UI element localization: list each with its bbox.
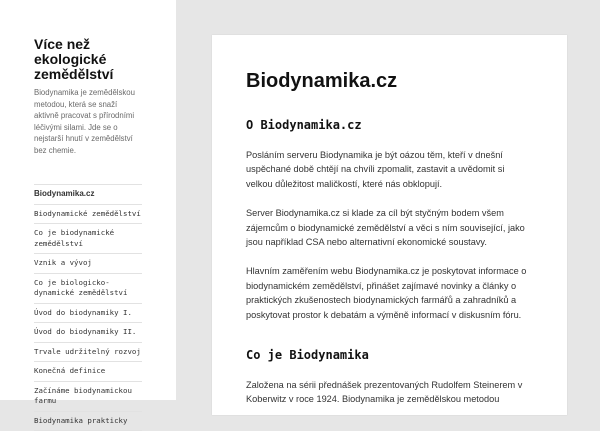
main-content [212, 35, 567, 415]
page-title: Biodynamika.cz [246, 69, 533, 93]
paragraph-focus: Hlavním zaměřením webu Biodynamika.cz je poskytovat informace o biodynamickém zemědělství, přinášet zajímavé novinky a články o praktických zkušenostech biodynamických farmářů a zahradníků a poskytovat prostor k debatám a výměně informací v diskusním fóru. [246, 264, 533, 322]
nav-item-uvod-2[interactable]: Úvod do biodynamiky II. [34, 323, 142, 343]
section-heading-co-je-biodynamika: Co je Biodynamika [246, 347, 533, 363]
nav-item-trvale-udrzitelny-rozvoj[interactable]: Trvale udržitelný rozvoj [34, 343, 142, 363]
nav-item-biodynamika-prakticky[interactable]: Biodynamika prakticky [34, 412, 142, 431]
paragraph-goal: Server Biodynamika.cz si klade za cíl být styčným bodem všem zájemcům o biodynamické zemědělství a věci s ním související, jako jsou například CSA nebo alternativní ekonomické soustavy. [246, 206, 533, 249]
section-heading-o-biodynamika: O Biodynamika.cz [246, 117, 533, 133]
nav-item-vznik-a-vyvoj[interactable]: Vznik a vývoj [34, 254, 142, 274]
site-description: Biodynamika je zemědělskou metodou, která se snaží aktivně pracovat s přírodními léčivými silami. Jde se o nejstarší hnutí v zemědělství bez chemie. [34, 87, 142, 156]
nav-item-biodynamicke-zemedelstvi[interactable]: Biodynamické zemědělství [34, 205, 142, 225]
paragraph-history: Založena na sérii přednášek prezentovaných Rudolfem Steinerem v Koberwitz v roce 1924. Biodynamika je zemědělskou metodou [246, 378, 533, 407]
nav-item-biologicko-dynamicke[interactable]: Co je biologicko-dynamické zemědělství [34, 274, 142, 304]
nav-item-co-je-biodynamicke-zemedelstvi[interactable]: Co je biodynamické zemědělství [34, 224, 142, 254]
nav-item-uvod-1[interactable]: Úvod do biodynamiky I. [34, 304, 142, 324]
sidebar-nav [34, 184, 142, 431]
nav-item-konecna-definice[interactable]: Konečná definice [34, 362, 142, 382]
nav-item-biodynamika-cz[interactable]: Biodynamika.cz [34, 185, 142, 205]
site-title[interactable]: Více než ekologické zemědělství [34, 37, 142, 82]
paragraph-mission: Posláním serveru Biodynamika je být oázou těm, kteří v dnešní uspěchané době chtějí na chvíli zpomalit, zastavit a uvědomit si velkou důležitost maličkostí, které nás obklopují. [246, 148, 533, 191]
sidebar [0, 0, 176, 400]
nav-item-zaciname-farmu[interactable]: Začínáme biodynamickou farmu [34, 382, 142, 412]
